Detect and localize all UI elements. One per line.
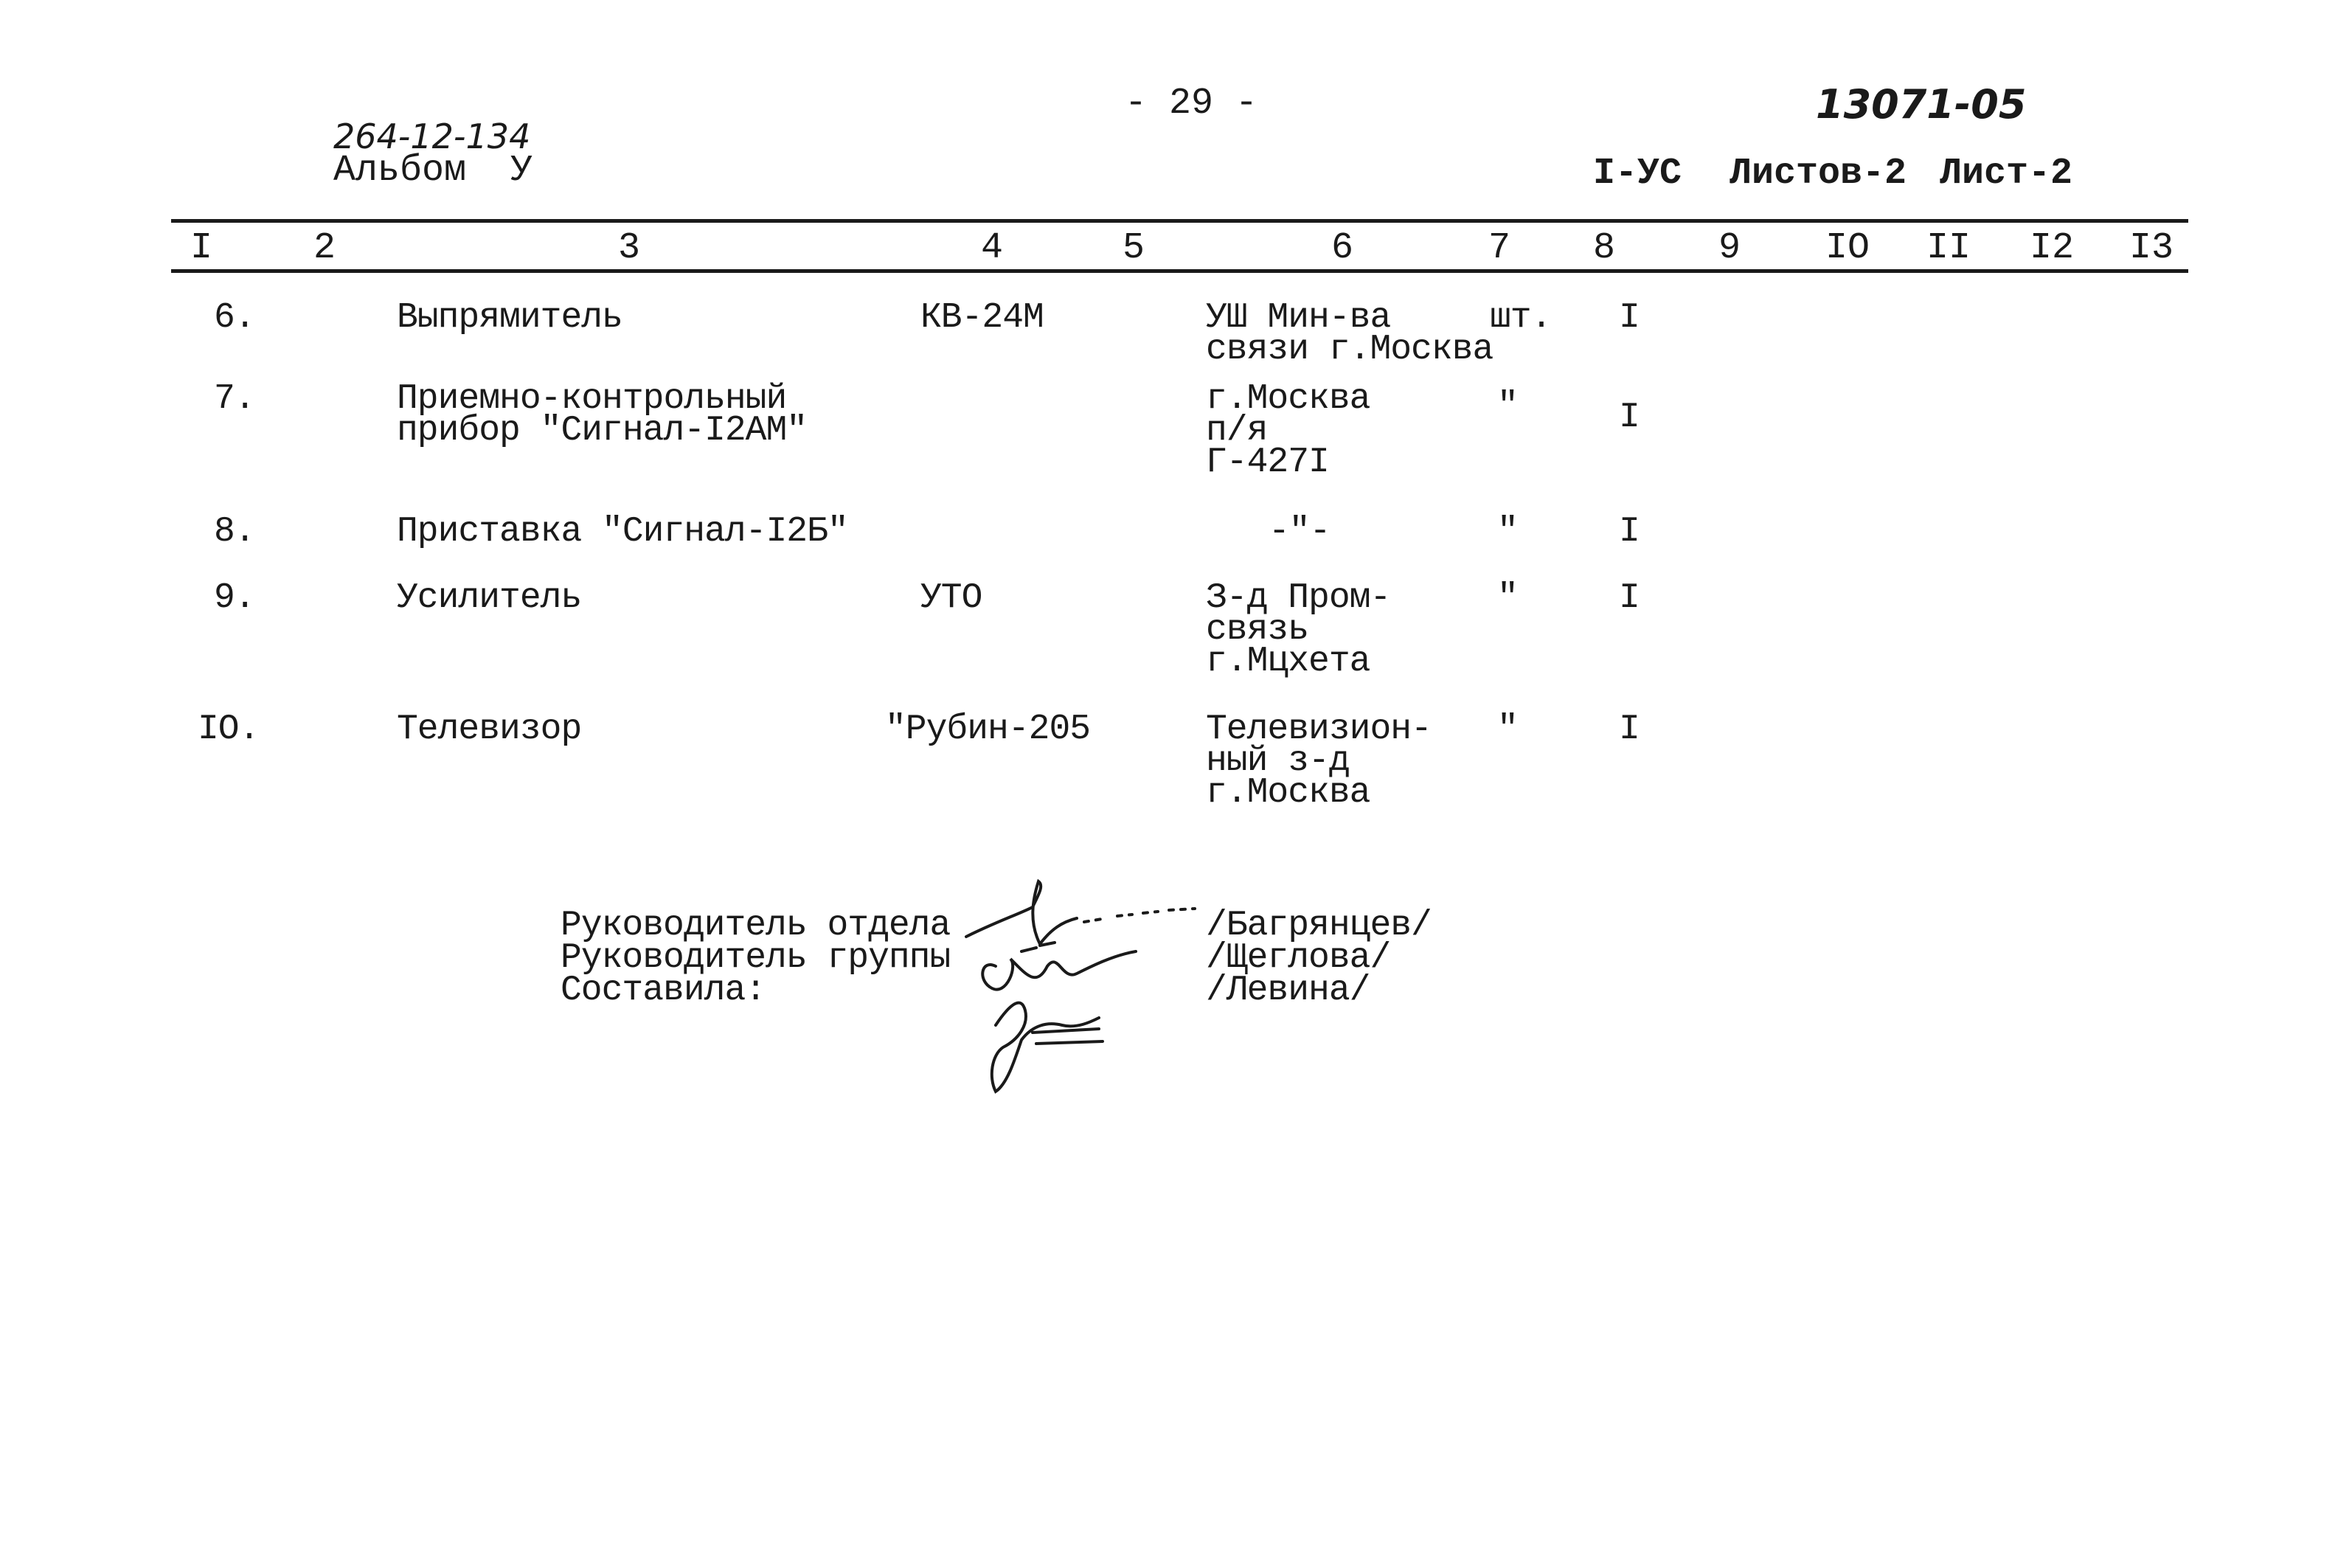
- item-unit: шт.: [1490, 298, 1552, 338]
- row-number: 9.: [214, 578, 255, 618]
- sheet-current: Лист-2: [1940, 153, 2073, 195]
- item-quantity: I: [1619, 398, 1640, 437]
- item-model: КВ-24М: [920, 298, 1044, 338]
- table-header-rule: [171, 269, 2188, 273]
- signature-role-department-head: Руководитель отдела: [561, 906, 951, 946]
- table-top-rule: [171, 219, 2188, 223]
- item-manufacturer: -"-: [1269, 512, 1331, 552]
- column-number: 8: [1593, 227, 1616, 269]
- item-model: "Рубин-205: [885, 710, 1091, 749]
- item-quantity: I: [1619, 512, 1640, 552]
- item-unit: ": [1497, 578, 1518, 618]
- column-number: 3: [618, 227, 641, 269]
- item-quantity: I: [1619, 298, 1640, 338]
- signature-name-bagryantsev: /Багрянцев/: [1206, 906, 1432, 946]
- item-unit: ": [1497, 710, 1518, 749]
- item-manufacturer: УШ Мин-ва связи г.Москва: [1206, 298, 1494, 370]
- item-name: Приставка "Сигнал-I2Б": [397, 512, 848, 552]
- handwritten-signatures-icon: [951, 878, 1246, 1099]
- row-number: 8.: [214, 512, 255, 552]
- item-name: Выпрямитель: [397, 298, 622, 338]
- item-manufacturer: г.Москва п/я Г-427I: [1206, 379, 1370, 482]
- document-code: 264-12-134: [333, 117, 531, 156]
- row-number: IO.: [198, 710, 260, 749]
- column-number: 7: [1488, 227, 1511, 269]
- column-number: 9: [1718, 227, 1741, 269]
- column-number: I2: [2030, 227, 2075, 269]
- item-name: Приемно-контрольный прибор "Сигнал-I2АМ": [397, 379, 808, 451]
- item-unit: ": [1497, 386, 1518, 426]
- column-number: 6: [1331, 227, 1354, 269]
- item-quantity: I: [1619, 578, 1640, 618]
- item-manufacturer: Телевизион- ный з-д г.Москва: [1206, 710, 1432, 813]
- handwritten-number: 13071-05: [1816, 81, 2027, 128]
- sheets-total: Листов-2: [1730, 153, 1907, 195]
- signature-role-compiler: Составила:: [561, 971, 766, 1010]
- column-number: II: [1926, 227, 1971, 269]
- signature-role-group-head: Руководитель группы: [561, 938, 951, 978]
- section-code: I-УС: [1593, 153, 1682, 195]
- item-name: Усилитель: [397, 578, 582, 618]
- item-quantity: I: [1619, 710, 1640, 749]
- column-number: 4: [981, 227, 1004, 269]
- column-number: I3: [2129, 227, 2174, 269]
- row-number: 7.: [214, 379, 255, 419]
- column-number: I: [190, 227, 213, 269]
- column-number: 2: [313, 227, 336, 269]
- row-number: 6.: [214, 298, 255, 338]
- item-model: УТО: [920, 578, 982, 618]
- page-number: - 29 -: [1125, 83, 1258, 125]
- signature-name-levina: /Левина/: [1206, 971, 1370, 1010]
- album-label: Альбом У: [333, 150, 533, 192]
- column-number: IO: [1825, 227, 1870, 269]
- item-name: Телевизор: [397, 710, 582, 749]
- signature-name-shcheglova: /Щеглова/: [1206, 938, 1391, 978]
- item-unit: ": [1497, 512, 1518, 552]
- column-number: 5: [1123, 227, 1145, 269]
- item-manufacturer: З-д Пром- связь г.Мцхета: [1206, 578, 1391, 681]
